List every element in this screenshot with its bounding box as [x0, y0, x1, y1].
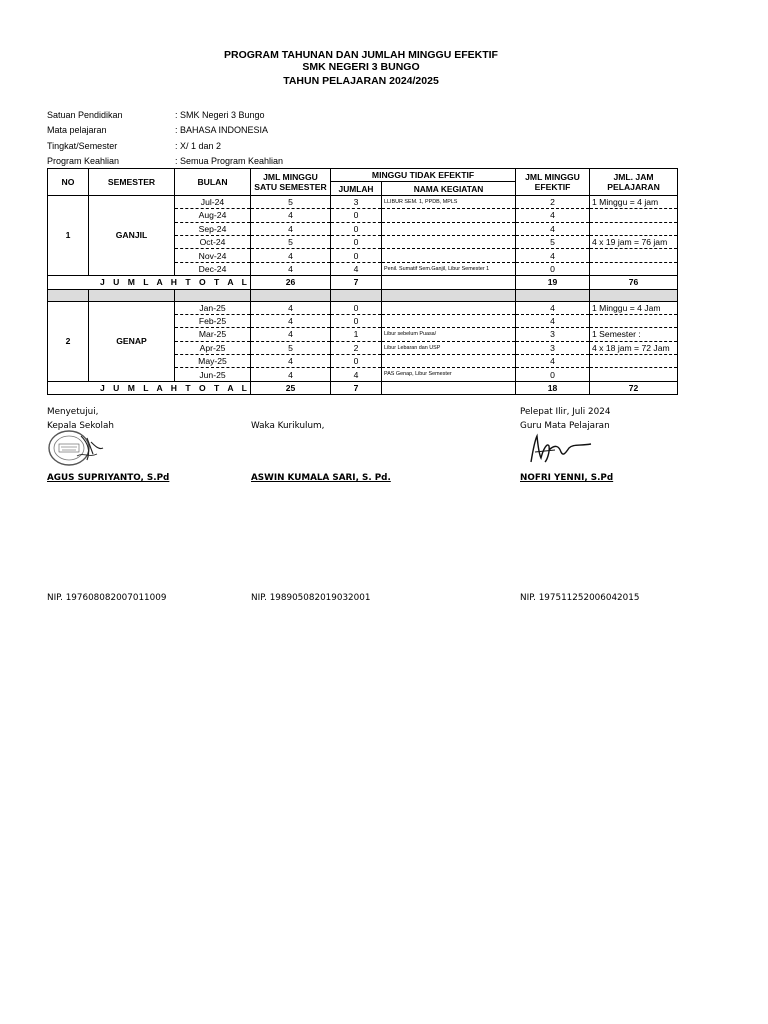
efektif-cell: 3: [516, 328, 590, 341]
col-header-efektif-line2: EFEKTIF: [534, 181, 571, 192]
total-tidak: 7: [331, 276, 382, 289]
col-header-jml-minggu-line2: SATU SEMESTER: [254, 181, 327, 192]
efektif-cell: 0: [516, 262, 590, 275]
bulan-cell: Oct-24: [175, 235, 251, 248]
jml-cell: 4: [251, 328, 331, 341]
doc-title-line1: PROGRAM TAHUNAN DAN JUMLAH MINGGU EFEKTIF: [224, 49, 498, 61]
kegiatan-cell: [382, 314, 516, 327]
waka-kurikulum-name: ASWIN KUMALA SARI, S. Pd.: [251, 473, 391, 483]
col-header-jumlah: JUMLAH: [331, 182, 382, 195]
waka-kurikulum-title: Waka Kurikulum,: [251, 421, 325, 431]
kegiatan-cell: [382, 235, 516, 248]
signature-icon: [525, 432, 595, 468]
jml-cell: 4: [251, 355, 331, 368]
jml-cell: 4: [251, 314, 331, 327]
kepala-sekolah-nip: NIP. 197608082007011009: [47, 593, 167, 603]
jml-cell: 4: [251, 249, 331, 262]
menyetujui-label: Menyetujui,: [47, 407, 99, 417]
col-header-semester: SEMESTER: [89, 169, 175, 196]
minggu-efektif-table: [47, 168, 678, 395]
bulan-cell: Apr-25: [175, 341, 251, 354]
col-header-jam: [590, 169, 678, 196]
tidak-cell: 2: [331, 341, 382, 354]
separator-cell: [175, 289, 251, 301]
semester-name: GENAP: [89, 301, 175, 381]
separator-cell: [516, 289, 590, 301]
bulan-cell: Jul-24: [175, 195, 251, 208]
efektif-cell: 4: [516, 249, 590, 262]
tidak-cell: 0: [331, 222, 382, 235]
efektif-cell: 4: [516, 301, 590, 314]
col-header-nama-kegiatan: NAMA KEGIATAN: [382, 182, 516, 195]
bulan-cell: Nov-24: [175, 249, 251, 262]
tidak-cell: 0: [331, 301, 382, 314]
guru-title: Guru Mata Pelajaran: [520, 421, 610, 431]
col-header-jml-minggu: [251, 169, 331, 196]
jml-cell: 5: [251, 341, 331, 354]
kegiatan-cell: [382, 222, 516, 235]
tidak-cell: 3: [331, 195, 382, 208]
col-header-jam-line1: JML. JAM: [613, 171, 654, 182]
separator-cell: [251, 289, 331, 301]
jam-cell: [590, 222, 678, 235]
info-label-tingkat: Tingkat/Semester: [47, 141, 118, 151]
kegiatan-cell: PAS Genap, Libur Semester: [382, 368, 516, 381]
jam-cell: [590, 262, 678, 275]
place-date: Pelepat Ilir, Juli 2024: [520, 407, 611, 417]
jam-cell: [590, 209, 678, 222]
jam-cell: 4 x 18 jam = 72 Jam: [590, 341, 678, 354]
semester-no: 2: [48, 301, 89, 381]
kegiatan-cell: [382, 209, 516, 222]
kepala-sekolah-name: AGUS SUPRIYANTO, S.Pd: [47, 473, 170, 483]
col-header-efektif-line1: JML MINGGU: [525, 171, 580, 182]
kegiatan-cell: Penil. Sumatif Sem.Ganjil, Libur Semester 1: [382, 262, 516, 275]
tidak-cell: 4: [331, 368, 382, 381]
tidak-cell: 0: [331, 355, 382, 368]
kegiatan-cell: LLIBUR SEM. 1, PPDB, MPLS: [382, 195, 516, 208]
col-header-bulan: BULAN: [175, 169, 251, 196]
jam-cell: [590, 355, 678, 368]
guru-name: NOFRI YENNI, S.Pd: [520, 473, 614, 483]
guru-nip: NIP. 197511252006042015: [520, 593, 640, 603]
separator-cell: [48, 289, 89, 301]
jam-cell: [590, 368, 678, 381]
bulan-cell: May-25: [175, 355, 251, 368]
kegiatan-cell: Libur Lebaran dan USP: [382, 341, 516, 354]
total-jam: 76: [590, 276, 678, 289]
total-efektif: 19: [516, 276, 590, 289]
tidak-cell: 0: [331, 209, 382, 222]
separator-cell: [89, 289, 175, 301]
separator-row: [48, 289, 678, 301]
jml-cell: 4: [251, 222, 331, 235]
efektif-cell: 2: [516, 195, 590, 208]
efektif-cell: 0: [516, 368, 590, 381]
col-header-efektif: [516, 169, 590, 196]
col-header-no: NO: [48, 169, 89, 196]
table-row: [48, 195, 678, 208]
semester-name: GANJIL: [89, 195, 175, 275]
info-label-program: Program Keahlian: [47, 156, 120, 166]
kegiatan-cell: [382, 355, 516, 368]
jam-cell: 4 x 19 jam = 76 jam: [590, 235, 678, 248]
doc-title-line3: TAHUN PELAJARAN 2024/2025: [283, 75, 439, 87]
total-efektif: 18: [516, 381, 590, 394]
tidak-cell: 1: [331, 328, 382, 341]
col-header-tidak-efektif: MINGGU TIDAK EFEKTIF: [331, 169, 516, 182]
efektif-cell: 4: [516, 209, 590, 222]
total-label: J U M L A H T O T A L: [48, 381, 251, 394]
bulan-cell: Jan-25: [175, 301, 251, 314]
kegiatan-cell: Libur sebelum Puasa/: [382, 328, 516, 341]
jam-cell: 1 Semester :: [590, 328, 678, 341]
tidak-cell: 4: [331, 262, 382, 275]
jam-cell: 1 Minggu = 4 jam: [590, 195, 678, 208]
info-value-program: : Semua Program Keahlian: [175, 156, 284, 166]
jml-cell: 4: [251, 368, 331, 381]
separator-cell: [382, 289, 516, 301]
separator-cell: [590, 289, 678, 301]
efektif-cell: 4: [516, 314, 590, 327]
jml-cell: 4: [251, 262, 331, 275]
info-value-tingkat: : X/ 1 dan 2: [175, 141, 222, 151]
total-row: [48, 276, 678, 289]
info-value-mapel: : BAHASA INDONESIA: [175, 125, 269, 135]
col-header-jam-line2: PELAJARAN: [607, 181, 660, 192]
bulan-cell: Aug-24: [175, 209, 251, 222]
jml-cell: 4: [251, 209, 331, 222]
jam-cell: [590, 249, 678, 262]
info-value-satuan: : SMK Negeri 3 Bungo: [175, 110, 265, 120]
info-label-satuan: Satuan Pendidikan: [47, 110, 123, 120]
kegiatan-cell: [382, 301, 516, 314]
bulan-cell: Jun-25: [175, 368, 251, 381]
efektif-cell: 5: [516, 235, 590, 248]
jml-cell: 5: [251, 195, 331, 208]
separator-cell: [331, 289, 382, 301]
total-row: [48, 381, 678, 394]
tidak-cell: 0: [331, 235, 382, 248]
table-header-row-1: [48, 169, 678, 182]
col-header-jml-minggu-line1: JML MINGGU: [263, 171, 318, 182]
semester-no: 1: [48, 195, 89, 275]
total-kegiatan: [382, 276, 516, 289]
doc-title-line2: SMK NEGERI 3 BUNGO: [302, 61, 420, 73]
efektif-cell: 4: [516, 355, 590, 368]
jam-cell: 1 Minggu = 4 Jam: [590, 301, 678, 314]
bulan-cell: Dec-24: [175, 262, 251, 275]
bulan-cell: Sep-24: [175, 222, 251, 235]
bulan-cell: Feb-25: [175, 314, 251, 327]
total-kegiatan: [382, 381, 516, 394]
total-jml: 26: [251, 276, 331, 289]
efektif-cell: 3: [516, 341, 590, 354]
total-jml: 25: [251, 381, 331, 394]
waka-kurikulum-nip: NIP. 198905082019032001: [251, 593, 371, 603]
tidak-cell: 0: [331, 249, 382, 262]
table-row: [48, 301, 678, 314]
total-label: J U M L A H T O T A L: [48, 276, 251, 289]
school-stamp-icon: [47, 428, 107, 468]
jml-cell: 4: [251, 301, 331, 314]
info-label-mapel: Mata pelajaran: [47, 125, 107, 135]
total-jam: 72: [590, 381, 678, 394]
kepala-sekolah-title: Kepala Sekolah: [47, 421, 114, 431]
bulan-cell: Mar-25: [175, 328, 251, 341]
tidak-cell: 0: [331, 314, 382, 327]
jam-cell: [590, 314, 678, 327]
total-tidak: 7: [331, 381, 382, 394]
kegiatan-cell: [382, 249, 516, 262]
jml-cell: 5: [251, 235, 331, 248]
efektif-cell: 4: [516, 222, 590, 235]
